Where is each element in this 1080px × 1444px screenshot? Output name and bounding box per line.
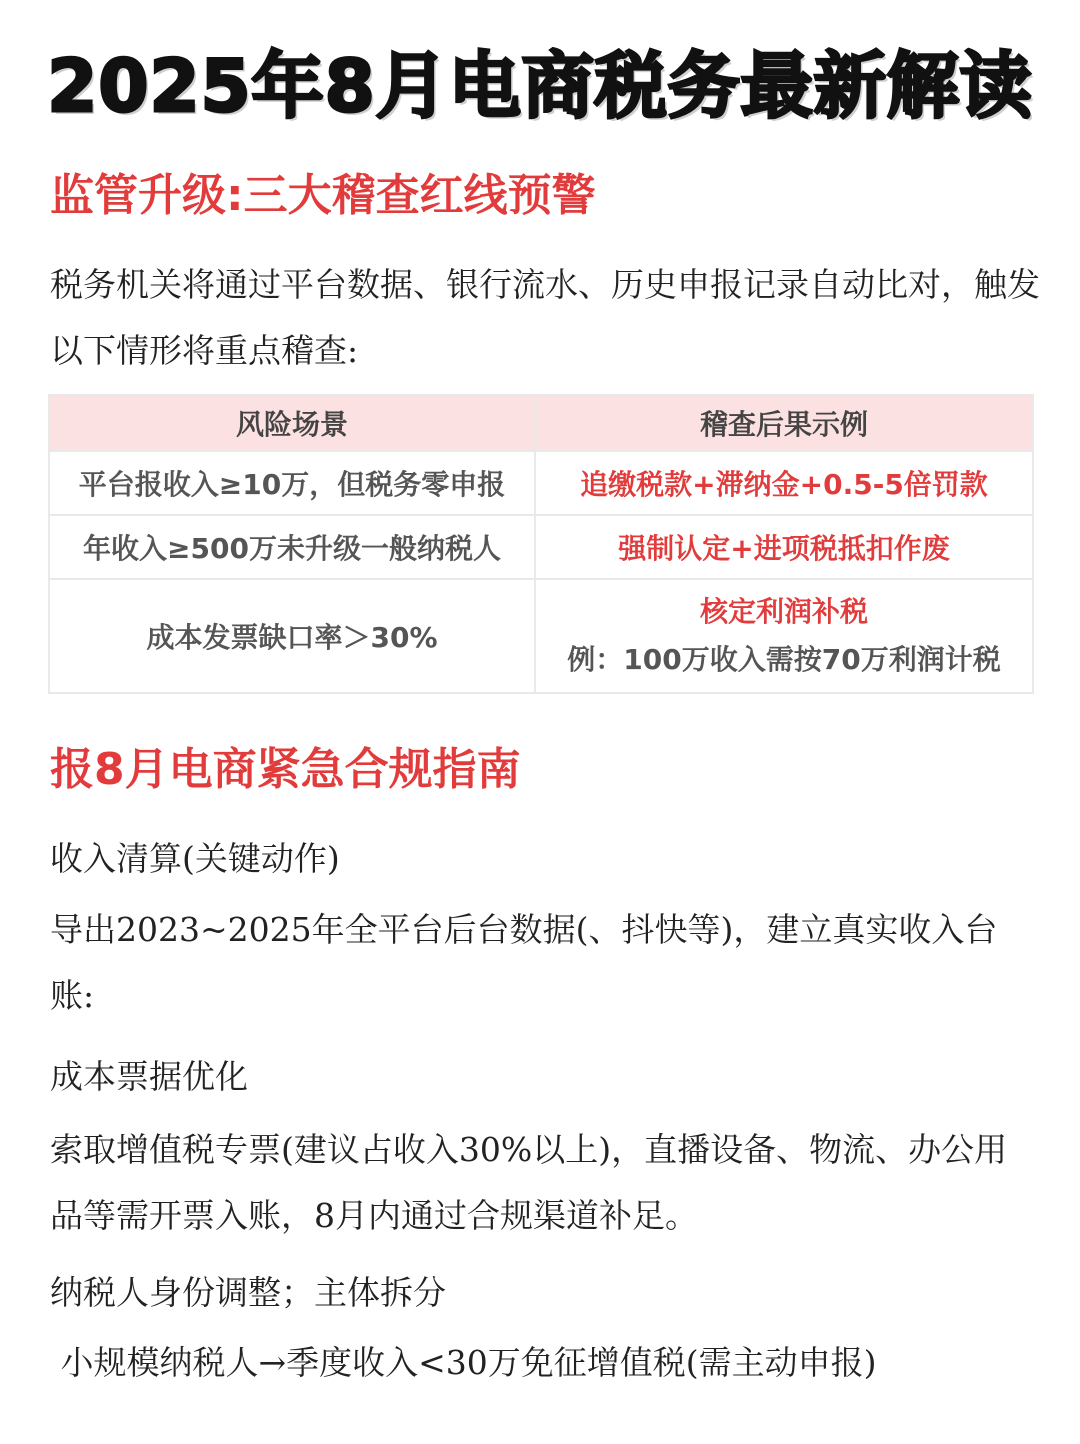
risk-scenario-cell: 年收入≥500万未升级一般纳税人 [49, 515, 535, 579]
guide-item-title-taxpayer: 纳税人身份调整；主体拆分 [50, 1273, 446, 1312]
section-heading-audit-warning: 监管升级:三大稽查红线预警 [50, 170, 596, 221]
page-title: 2025年8月电商税务最新解读 [47, 44, 1033, 128]
audit-consequence-cell: 追缴税款+滞纳金+0.5-5倍罚款 [535, 451, 1033, 515]
risk-scenario-cell: 平台报收入≥10万，但税务零申报 [49, 451, 535, 515]
guide-item-title-cost: 成本票据优化 [50, 1057, 248, 1096]
risk-table-header-row [49, 395, 1033, 451]
header-risk-scenario: 风险场景 [49, 395, 535, 451]
audit-intro-paragraph: 税务机关将通过平台数据、银行流水、历史申报记录自动比对，触发以下情形将重点稽查: [50, 265, 1040, 370]
risk-table [48, 394, 1034, 694]
risk-scenario-cell: 成本发票缺口率＞30% [49, 579, 535, 693]
table-row [49, 515, 1033, 579]
guide-item-body-taxpayer: 小规模纳税人→季度收入<30万免征增值税(需主动申报) [50, 1343, 877, 1382]
table-row [49, 579, 1033, 693]
guide-item-title-income: 收入清算(关键动作) [50, 839, 340, 878]
header-audit-consequence: 稽查后果示例 [535, 395, 1033, 451]
audit-consequence-example: 例：100万收入需按70万利润计税 [567, 643, 1001, 676]
audit-consequence-cell [535, 579, 1033, 693]
section-heading-compliance-guide: 报8月电商紧急合规指南 [50, 744, 521, 795]
guide-item-body-income: 导出2023~2025年全平台后台数据(、抖快等)，建立真实收入台账: [50, 910, 998, 1015]
audit-consequence-cell: 强制认定+进项税抵扣作废 [535, 515, 1033, 579]
table-row [49, 451, 1033, 515]
audit-consequence-main: 核定利润补税 [699, 595, 868, 628]
guide-item-body-cost: 索取增值税专票(建议占收入30%以上)，直播设备、物流、办公用品等需开票入账，8月内通过合规渠道补足。 [50, 1130, 1008, 1235]
